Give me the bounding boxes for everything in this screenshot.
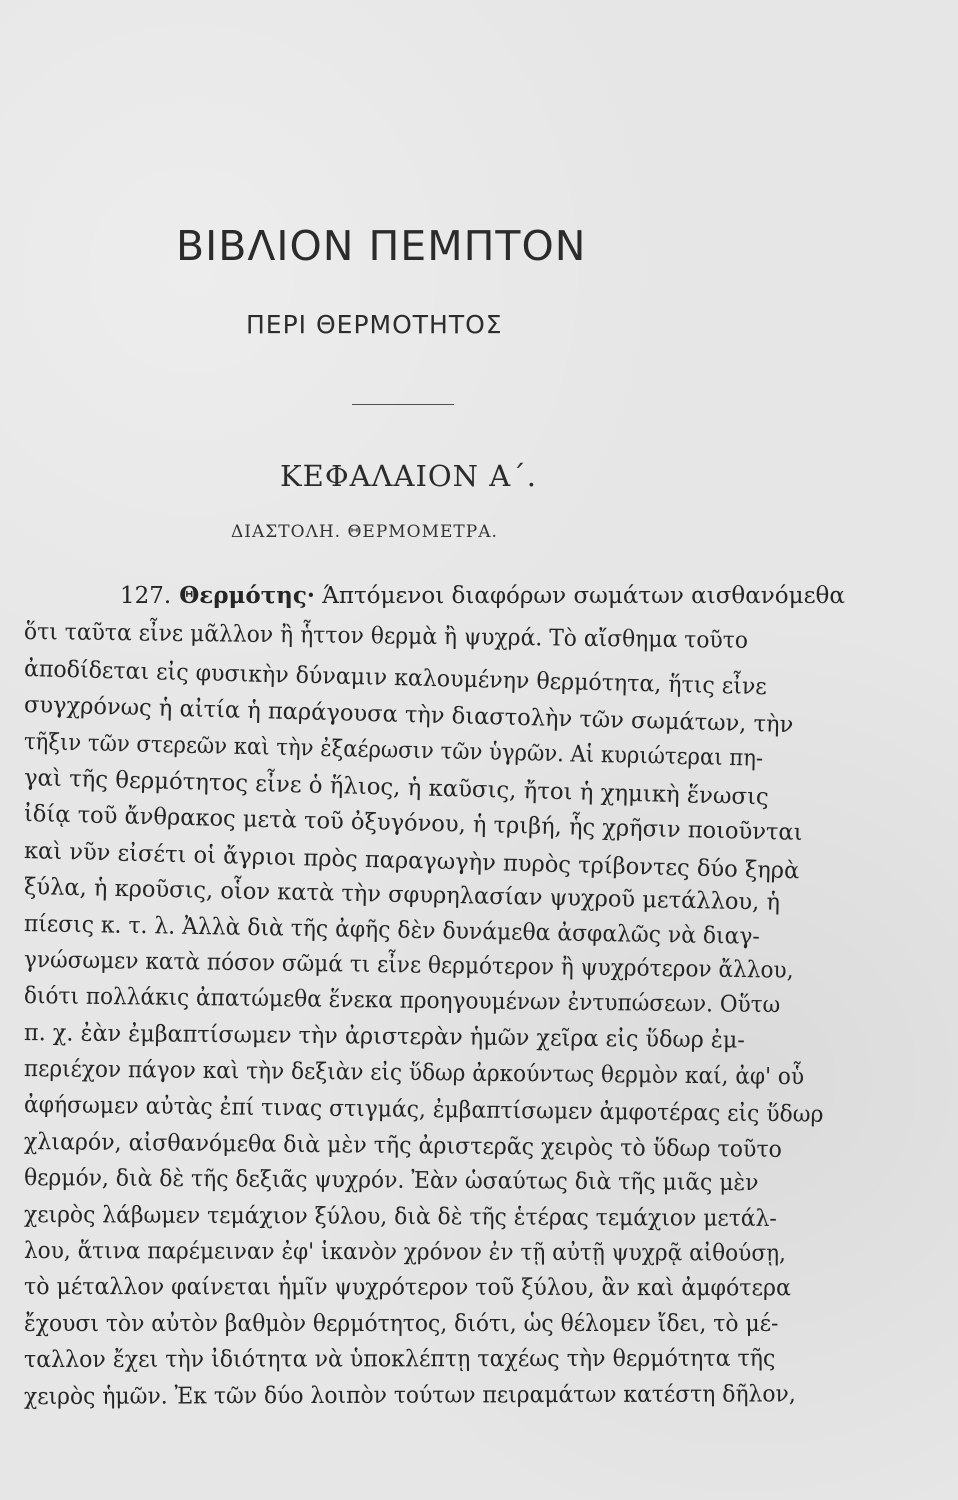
- section-line: χειρὸς λάβωμεν τεμάχιον ξύλου, διὰ δὲ τῆς ἑτέρας τεμάχιον μετάλ-: [23, 1201, 777, 1232]
- section-line: ἰδίᾳ τοῦ ἄνθρακος μετὰ τοῦ ὀξυγόνου, ἡ τριβή, ἧς χρῆσιν ποιοῦνται: [23, 801, 803, 847]
- section-line: χλιαρόν, αἰσθανόμεθα διὰ μὲν τῆς ἀριστερᾶς χειρὸς τὸ ὕδωρ τοῦτο: [23, 1128, 783, 1163]
- section-line: θερμόν, διὰ δὲ τῆς δεξιᾶς ψυχρόν. Ἐὰν ὡσαύτως διὰ τῆς μιᾶς μὲν: [23, 1165, 759, 1197]
- section-line: τὸ μέταλλον φαίνεται ἡμῖν ψυχρότερον τοῦ ξύλου, ἂν καὶ ἀμφότερα: [23, 1274, 791, 1302]
- section-first-line: [24, 578, 845, 614]
- section-line: χειρὸς ἡμῶν. Ἐκ τῶν δύο λοιπὸν τούτων πειραμάτων κατέστη δῆλον,: [23, 1380, 796, 1410]
- section-line: ἔχουσι τὸν αὐτὸν βαθμὸν θερμότητος, διότι, ὡς θέλομεν ἴδει, τὸ μέ-: [24, 1310, 779, 1337]
- section-divider: [352, 404, 454, 405]
- section-line: ἀφήσωμεν αὐτὰς ἐπί τινας στιγμάς, ἐμβαπτίσωμεν ἀμφοτέρας εἰς ὕδωρ: [23, 1092, 824, 1129]
- section-line: ἀποδίδεται εἰς φυσικὴν δύναμιν καλουμένην θερμότητα, ἥτις εἶνε: [23, 655, 768, 700]
- section-line: τῆξιν τῶν στερεῶν καὶ τὴν ἐξαέρωσιν τῶν ὑγρῶν. Αἱ κυριώτεραι πη-: [23, 728, 764, 772]
- section-line: διότι πολλάκις ἀπατώμεθα ἕνεκα προηγουμένων ἐντυπώσεων. Οὕτω: [23, 983, 781, 1019]
- chapter-title: ΚΕΦΑΛΑΙΟΝ Α΄.: [280, 459, 537, 493]
- section-line: συγχρόνως ἡ αἰτία ἡ παράγουσα τὴν διαστολὴν τῶν σωμάτων, τὴν: [23, 692, 794, 739]
- section-term: Θερμότης·: [179, 582, 315, 609]
- section-number: 127.: [120, 583, 172, 609]
- section-line: λου, ἅτινα παρέμειναν ἐφ' ἱκανὸν χρόνον ἐν τῇ αὐτῇ ψυχρᾷ αἰθούσῃ,: [23, 1238, 786, 1267]
- chapter-subtitle: ΔΙΑΣΤΟΛΗ. ΘΕΡΜΟΜΕΤΡΑ.: [231, 522, 498, 542]
- section-text: [23, 578, 845, 1415]
- section-line: ὅτι ταῦτα εἶνε μᾶλλον ἢ ἧττον θερμὰ ἢ ψυχρά. Τὸ αἴσθημα τοῦτο: [23, 619, 749, 655]
- section-line: περιέχον πάγον καὶ τὴν δεξιὰν εἰς ὕδωρ ἀρκούντως θερμὸν καί, ἀφ' οὗ: [23, 1056, 805, 1091]
- section-line: γνώσωμεν κατὰ πόσον σῶμά τι εἶνε θερμότερον ἢ ψυχρότερον ἄλλου,: [23, 946, 794, 984]
- section-line: καὶ νῦν εἰσέτι οἱ ἄγριοι πρὸς παραγωγὴν πυρὸς τρίβοντες δύο ξηρὰ: [23, 837, 800, 885]
- section-line: πίεσις κ. τ. λ. Ἀλλὰ διὰ τῆς ἀφῆς δὲν δυνάμεθα ἀσφαλῶς νὰ διαγ-: [23, 910, 761, 950]
- section-line: ταλλον ἔχει τὴν ἰδιότητα νὰ ὑποκλέπτῃ ταχέως τὴν θερμότητα τῆς: [23, 1345, 776, 1374]
- section-first-line-text: Άπτόμενοι διαφόρων σωμάτων αισθανόμεθα: [322, 583, 845, 609]
- subject-title: ΠΕΡΙ ΘΕΡΜΟΤΗΤΟΣ: [246, 310, 503, 339]
- section-line: γαὶ τῆς θερμότητος εἶνε ὁ ἥλιος, ἡ καῦσις, ἤτοι ἡ χημικὴ ἕνωσις: [23, 764, 770, 811]
- book-title: ΒΙΒΛΙΟΝ ΠΕΜΠΤΟΝ: [176, 222, 587, 270]
- section-line: ξύλα, ἡ κροῦσις, οἷον κατὰ τὴν σφυρηλασίαν ψυχροῦ μετάλλου, ἡ: [23, 874, 781, 916]
- section-line: π. χ. ἐὰν ἐμβαπτίσωμεν τὴν ἀριστερὰν ἡμῶν χεῖρα εἰς ὕδωρ ἐμ-: [23, 1019, 746, 1054]
